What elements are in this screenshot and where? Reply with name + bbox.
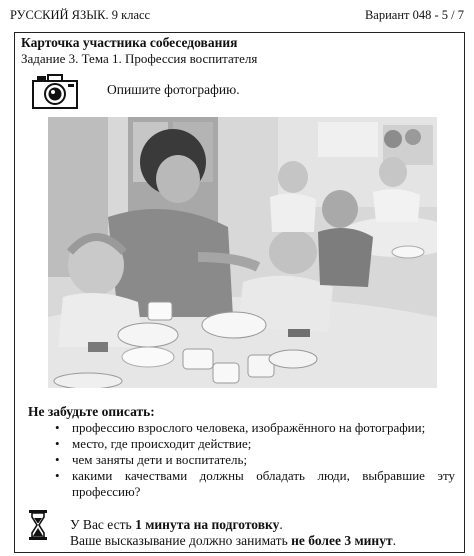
prep-time-text: У Вас есть 1 минута на подготовку. <box>70 517 283 532</box>
prep-time-bold: 1 минута на подготовку <box>135 517 280 532</box>
camera-icon <box>32 73 78 109</box>
talk-time-bold: не более 3 минут <box>291 533 393 548</box>
instruction-text: Опишите фотографию. <box>107 82 240 97</box>
list-item: • место, где происходит действие; <box>55 436 455 452</box>
participant-card <box>14 32 465 553</box>
task-line: Задание 3. Тема 1. Профессия воспитателя <box>21 51 258 66</box>
hourglass-icon <box>29 510 47 540</box>
page-header <box>10 8 464 26</box>
list-item: • какими качествами должны обладать люди, выбравшие эту профессию? <box>55 468 455 500</box>
subject-label: РУССКИЙ ЯЗЫК. 9 класс <box>10 8 151 22</box>
list-item: • чем заняты дети и воспитатель; <box>55 452 455 468</box>
checklist <box>55 420 455 500</box>
classroom-photo <box>48 117 437 388</box>
variant-label: Вариант 048 - 5 / 7 <box>364 8 464 22</box>
list-item: • профессию взрослого человека, изображённого на фотографии; <box>55 420 455 436</box>
talk-time-text: Ваше высказывание должно занимать не более 3 минут. <box>70 533 396 548</box>
card-title: Карточка участника собеседования <box>21 35 238 50</box>
remember-title: Не забудьте описать: <box>28 404 155 419</box>
